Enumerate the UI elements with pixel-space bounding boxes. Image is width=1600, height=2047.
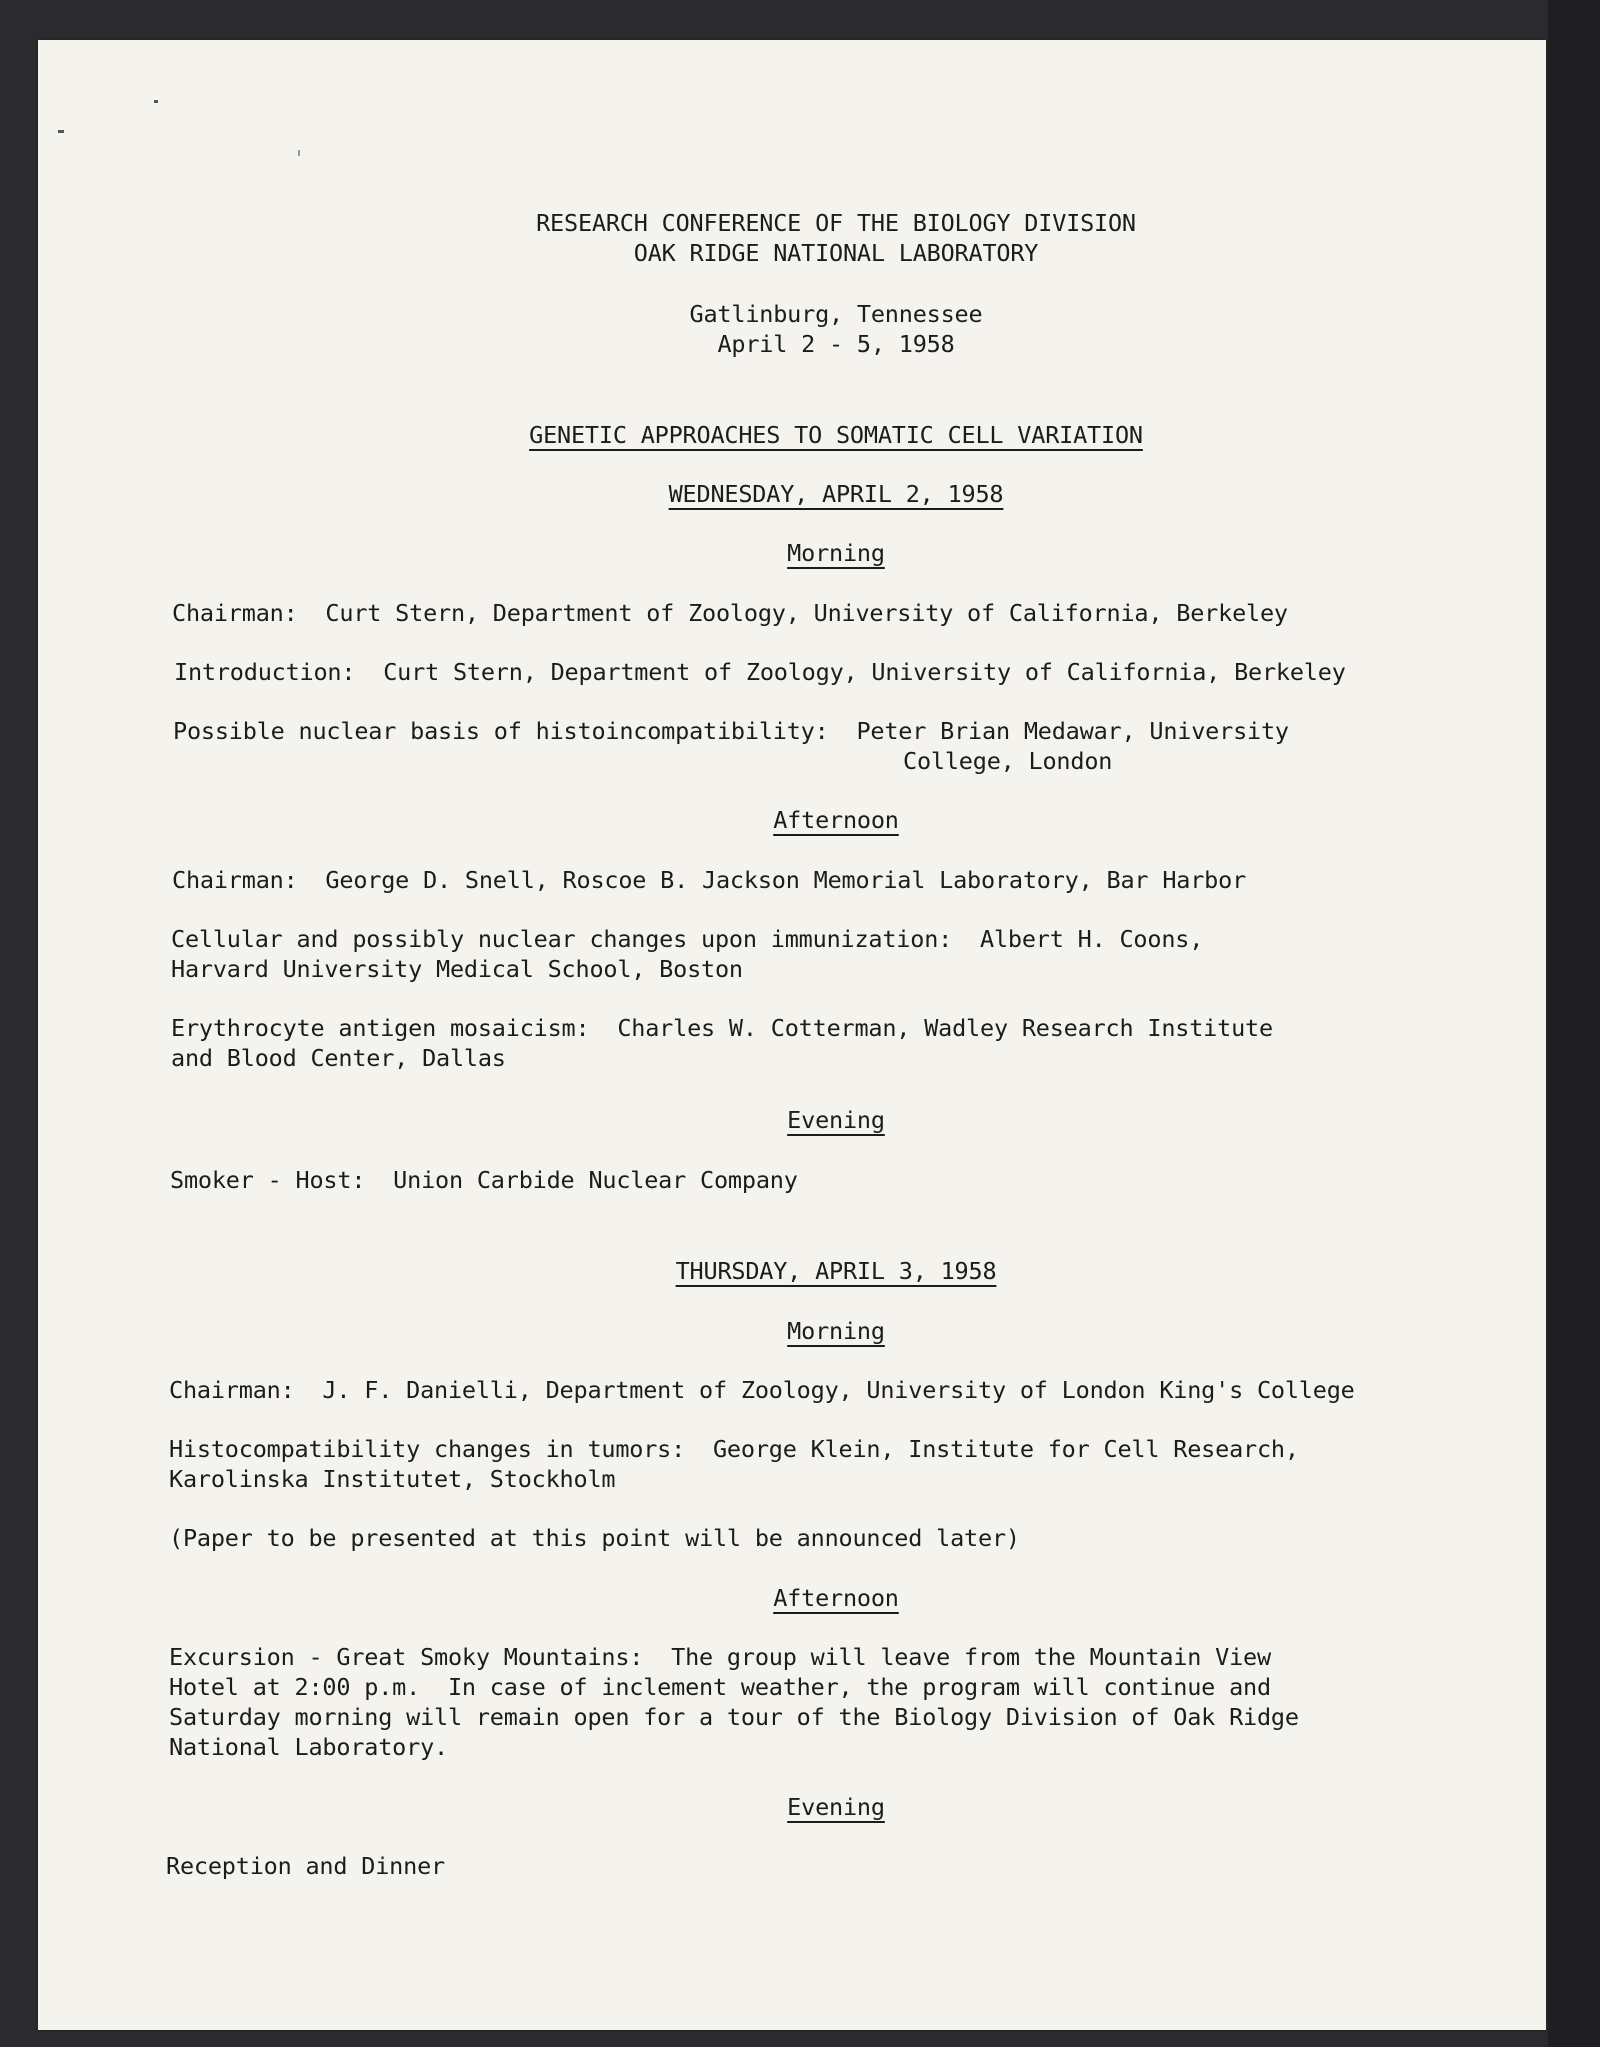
talk-line-continuation: and Blood Center, Dallas [171, 1044, 506, 1072]
evening-event: Reception and Dinner [166, 1852, 445, 1880]
conference-location: Gatlinburg, Tennessee [689, 300, 983, 328]
conference-dates: April 2 - 5, 1958 [717, 330, 955, 358]
talk-line-continuation: College, London [903, 747, 1113, 775]
day-heading-wednesday: WEDNESDAY, APRIL 2, 1958 [668, 480, 1004, 508]
excursion-line: Saturday morning will remain open for a tour of the Biology Division of Oak Ridge [169, 1703, 1299, 1731]
session-heading-afternoon: Afternoon [773, 1584, 899, 1612]
paper-speck [154, 100, 158, 103]
talk-line-continuation: Karolinska Institutet, Stockholm [169, 1465, 616, 1493]
evening-event: Smoker - Host: Union Carbide Nuclear Company [170, 1166, 798, 1194]
talk-line: Possible nuclear basis of histoincompatibility: Peter Brian Medawar, University [173, 717, 1289, 745]
excursion-line: Excursion - Great Smoky Mountains: The group will leave from the Mountain View [169, 1643, 1271, 1671]
talk-line: Cellular and possibly nuclear changes upon immunization: Albert H. Coons, [171, 925, 1204, 953]
session-heading-evening: Evening [787, 1793, 885, 1821]
session-heading-morning: Morning [787, 539, 885, 567]
talk-line: Histocompatibility changes in tumors: George Klein, Institute for Cell Research, [169, 1435, 1299, 1463]
conference-title-line1: RESEARCH CONFERENCE OF THE BIOLOGY DIVISION [536, 209, 1136, 237]
day-heading-thursday: THURSDAY, APRIL 3, 1958 [675, 1257, 997, 1285]
talk-line: Erythrocyte antigen mosaicism: Charles W. Cotterman, Wadley Research Institute [171, 1014, 1273, 1042]
excursion-line: National Laboratory. [169, 1733, 448, 1761]
session-heading-afternoon: Afternoon [773, 806, 899, 834]
introduction-line: Introduction: Curt Stern, Department of Zoology, University of California, Berkeley [174, 658, 1346, 686]
excursion-line: Hotel at 2:00 p.m. In case of inclement weather, the program will continue and [169, 1673, 1271, 1701]
announcement-note: (Paper to be presented at this point will be announced later) [169, 1524, 1020, 1552]
program-title: GENETIC APPROACHES TO SOMATIC CELL VARIATION [529, 421, 1143, 449]
chairman-line: Chairman: J. F. Danielli, Department of Zoology, University of London King's College [169, 1376, 1355, 1404]
chairman-line: Chairman: Curt Stern, Department of Zoology, University of California, Berkeley [172, 599, 1288, 627]
chairman-line: Chairman: George D. Snell, Roscoe B. Jackson Memorial Laboratory, Bar Harbor [172, 866, 1247, 894]
session-heading-morning: Morning [787, 1317, 885, 1345]
paper-speck [58, 130, 64, 133]
session-heading-evening: Evening [787, 1106, 885, 1134]
conference-title-line2: OAK RIDGE NATIONAL LABORATORY [633, 239, 1039, 267]
talk-line-continuation: Harvard University Medical School, Boston [171, 955, 743, 983]
paper-speck [298, 150, 300, 156]
